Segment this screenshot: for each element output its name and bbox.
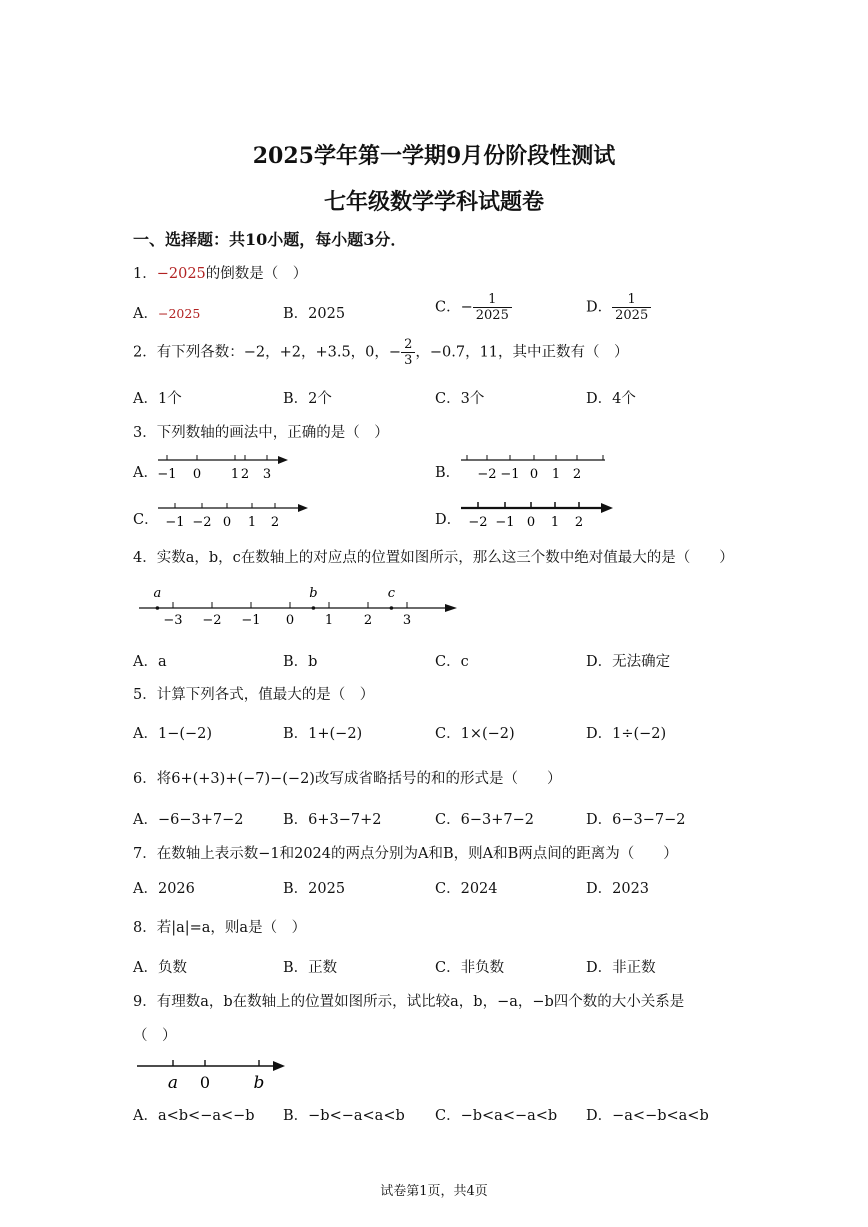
q3-option-c-axis[interactable] [150, 496, 315, 532]
axis-label-b: b [253, 1073, 265, 1093]
q8-option-c[interactable]: C．非负数 [435, 960, 505, 976]
q2-option-c[interactable]: C．3个 [435, 391, 485, 407]
question-2-stem-b: ，−0.7，11，其中正数有（ ） [415, 344, 629, 361]
question-9-paren: （ ） [133, 1028, 177, 1044]
question-number: 1． [133, 266, 157, 282]
numerator: 2 [401, 337, 415, 353]
q5-option-c[interactable]: C．1×(−2) [435, 726, 515, 742]
question-4: 4．实数a，b，c在数轴上的对应点的位置如图所示，那么这三个数中绝对值最大的是（ ） [133, 550, 734, 566]
q7-option-a[interactable]: A．2026 [133, 881, 195, 897]
q9-option-c[interactable]: C．−b<a<−a<b [435, 1108, 558, 1124]
fraction [612, 292, 651, 323]
q9-option-a[interactable]: A．a<b<−a<−b [133, 1108, 255, 1124]
tick-label: −3 [163, 613, 183, 628]
q1-option-d[interactable] [586, 292, 651, 323]
q1-option-b[interactable]: B．2025 [283, 306, 346, 322]
tick-label: 0 [192, 467, 202, 482]
point-label: c [387, 586, 396, 601]
question-7: 7．在数轴上表示数−1和2024的两点分别为A和B，则A和B两点间的距离为（ ） [133, 846, 678, 862]
tick-label: −2 [192, 515, 212, 530]
point-label: b [309, 586, 318, 601]
denominator: 3 [404, 353, 413, 368]
q4-option-a[interactable]: A．a [133, 654, 167, 670]
tick-label: −2 [477, 467, 497, 482]
q2-option-d[interactable]: D．4个 [586, 391, 636, 407]
q4-option-b[interactable]: B．b [283, 654, 318, 670]
tick-label: 0 [529, 467, 539, 482]
numerator: 1 [612, 292, 651, 308]
question-2 [133, 337, 629, 368]
q3-option-d-axis[interactable] [455, 496, 620, 532]
tick-label: 1 [230, 467, 240, 482]
q3-option-b-label[interactable]: B． [435, 465, 461, 481]
question-1-value: −2025 [156, 266, 206, 282]
denominator: 2025 [475, 308, 509, 323]
tick-label: −1 [157, 467, 177, 482]
q9-number-line [135, 1054, 295, 1096]
numerator: 1 [473, 292, 512, 308]
point-marker [390, 606, 394, 610]
q5-option-b[interactable]: B．1+(−2) [283, 726, 363, 742]
tick-label: 2 [270, 515, 280, 530]
point-marker [312, 606, 316, 610]
fraction [473, 292, 512, 323]
option-label: D． [586, 299, 613, 316]
tick-label: 2 [363, 613, 373, 628]
section-heading: 一、选择题：共10小题，每小题3分． [133, 230, 407, 249]
q3-option-d-label[interactable]: D． [435, 512, 462, 528]
tick-label: −2 [202, 613, 222, 628]
exam-title: 2025学年第一学期9月份阶段性测试 [252, 143, 616, 169]
option-value: −2025 [157, 306, 201, 321]
fraction [401, 337, 415, 368]
q8-option-d[interactable]: D．非正数 [586, 960, 656, 976]
q2-option-b[interactable]: B．2个 [283, 391, 332, 407]
axis-label-a: a [167, 1073, 179, 1093]
question-6: 6．将6+(+3)+(−7)−(−2)改写成省略括号的和的形式是（ ） [133, 771, 562, 787]
tick-label: −1 [165, 515, 185, 530]
q5-option-d[interactable]: D．1÷(−2) [586, 726, 667, 742]
minus-sign: − [388, 344, 402, 361]
q3-option-a-axis[interactable] [150, 448, 295, 484]
q6-option-c[interactable]: C．6−3+7−2 [435, 812, 534, 828]
q7-option-c[interactable]: C．2024 [435, 881, 498, 897]
tick-label: 3 [262, 467, 272, 482]
tick-label: 0 [526, 515, 536, 530]
q4-number-line [135, 580, 465, 630]
question-8: 8．若|a|=a，则a是（ ） [133, 920, 307, 936]
option-label: A． [133, 306, 158, 322]
tick-label: 1 [324, 613, 334, 628]
q9-option-b[interactable]: B．−b<−a<a<b [283, 1108, 405, 1124]
question-1-stem: 的倒数是（ ） [205, 266, 308, 282]
minus-sign: − [460, 299, 473, 316]
tick-label: −2 [468, 515, 488, 530]
q1-option-c[interactable] [435, 292, 512, 323]
denominator: 2025 [615, 308, 649, 323]
q3-option-c-label[interactable]: C． [133, 512, 159, 528]
q8-option-a[interactable]: A．负数 [133, 960, 187, 976]
q4-option-d[interactable]: D．无法确定 [586, 654, 671, 670]
tick-label: 1 [550, 515, 560, 530]
q8-option-b[interactable]: B．正数 [283, 960, 338, 976]
tick-label: 2 [240, 467, 250, 482]
tick-label: −1 [500, 467, 520, 482]
tick-label: 0 [285, 613, 295, 628]
point-marker [156, 606, 160, 610]
q3-option-a-label[interactable]: A． [133, 465, 158, 481]
q9-option-d[interactable]: D．−a<−b<a<b [586, 1108, 709, 1124]
q6-option-a[interactable]: A．−6−3+7−2 [133, 812, 244, 828]
tick-label: 1 [247, 515, 257, 530]
tick-label: 2 [574, 515, 584, 530]
question-1 [133, 262, 307, 283]
q3-option-b-axis[interactable] [455, 448, 615, 484]
tick-label: 1 [551, 467, 561, 482]
axis-label-zero: 0 [199, 1073, 211, 1092]
q7-option-b[interactable]: B．2025 [283, 881, 346, 897]
tick-label: 2 [572, 467, 582, 482]
q2-option-a[interactable]: A．1个 [133, 391, 182, 407]
q7-option-d[interactable]: D．2023 [586, 881, 650, 897]
q4-option-c[interactable]: C．c [435, 654, 469, 670]
page-footer: 试卷第1页，共4页 [380, 1184, 488, 1199]
tick-label: 3 [402, 613, 412, 628]
q6-option-b[interactable]: B．6+3−7+2 [283, 812, 382, 828]
option-label: C． [435, 299, 461, 316]
q1-option-a[interactable] [133, 302, 200, 323]
q6-option-d[interactable]: D．6−3−7−2 [586, 812, 686, 828]
question-9: 9．有理数a，b在数轴上的位置如图所示，试比较a，b，−a，−b四个数的大小关系是 [133, 994, 685, 1010]
question-2-stem-a: 2．有下列各数：−2，+2，+3.5，0， [133, 344, 389, 361]
question-5: 5．计算下列各式，值最大的是（ ） [133, 687, 375, 703]
tick-label: −1 [241, 613, 261, 628]
question-3: 3．下列数轴的画法中，正确的是（ ） [133, 425, 389, 441]
point-label: a [153, 586, 162, 601]
tick-label: 0 [222, 515, 232, 530]
tick-label: −1 [495, 515, 515, 530]
exam-subtitle: 七年级数学学科试题卷 [323, 189, 544, 215]
q5-option-a[interactable]: A．1−(−2) [133, 726, 213, 742]
